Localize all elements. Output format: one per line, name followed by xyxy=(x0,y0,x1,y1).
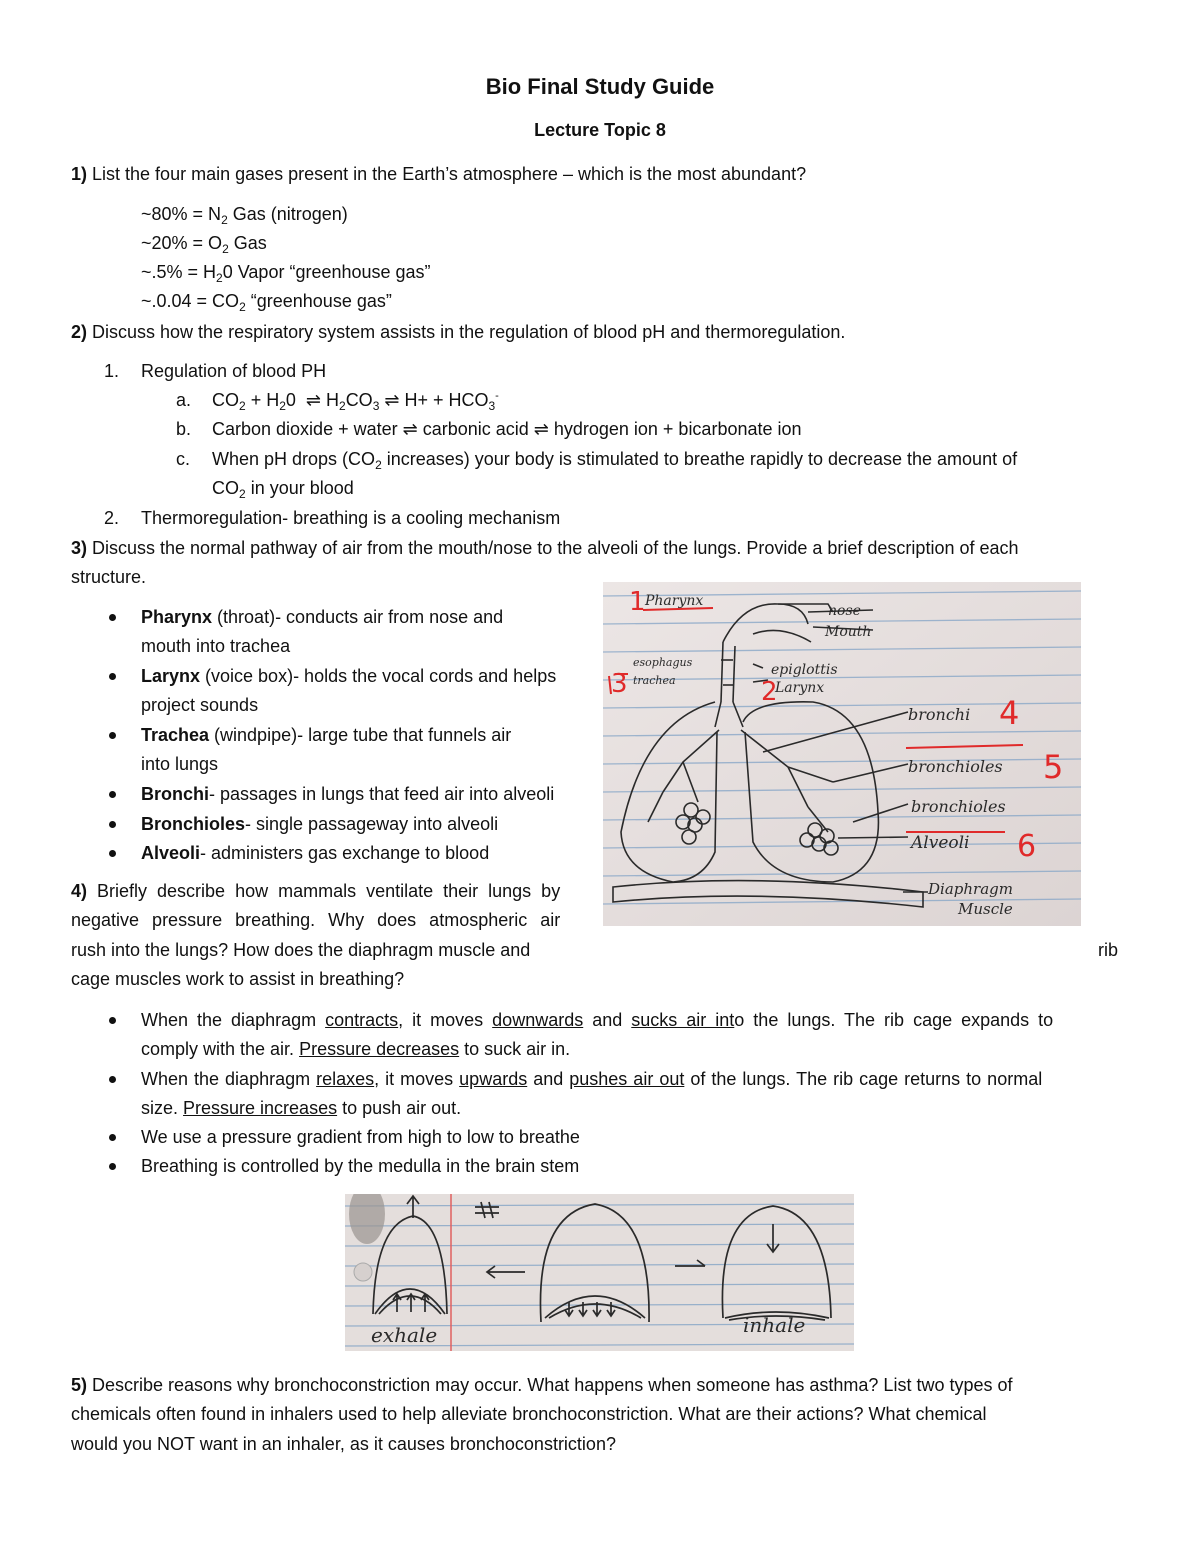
equation-words: Carbon dioxide + water ⇌ carbonic acid ⇌ hydrogen ion + bicarbonate ion xyxy=(212,419,802,439)
term-bronchioles: Bronchioles- single passageway into alveoli xyxy=(141,814,499,834)
bullet xyxy=(109,1017,116,1024)
list-letter: c. xyxy=(176,449,191,469)
list-number: 1. xyxy=(104,361,120,381)
list-number: 2. xyxy=(104,508,120,528)
bullet xyxy=(109,1134,116,1141)
page-subtitle: Lecture Topic 8 xyxy=(534,120,666,140)
page-title: Bio Final Study Guide xyxy=(485,74,715,99)
number-2: 2 xyxy=(761,677,778,707)
number-3: 3 xyxy=(611,669,628,699)
bullet xyxy=(109,1076,116,1083)
number-1: 1 xyxy=(629,587,646,617)
term-pharynx-cont: mouth into trachea xyxy=(141,636,291,656)
bullet xyxy=(109,1163,116,1170)
label-esophagus: esophagus xyxy=(633,656,693,669)
bullet xyxy=(109,673,116,680)
term-trachea: Trachea (windpipe)- large tube that funnels air xyxy=(141,725,512,745)
ph-drop-text: When pH drops ($CO_2$ increases) your body is stimulated to breathe rapidly to decrease the amount of xyxy=(212,449,1018,472)
term-bronchi: Bronchi- passages in lungs that feed air into alveoli xyxy=(141,784,555,804)
number-6: 6 xyxy=(1017,829,1037,864)
diaphragm-relaxes: When the diaphragm relaxes, it moves upwards and pushes air out of the lungs. The rib cage returns to normal xyxy=(141,1069,1043,1089)
label-muscle: Muscle xyxy=(958,900,1013,918)
label-bronchi: bronchi xyxy=(908,705,971,724)
label-diaphragm: Diaphragm xyxy=(928,880,1013,898)
term-pharynx: Pharynx (throat)- conducts air from nose and xyxy=(141,607,504,627)
label-mouth: Mouth xyxy=(825,624,872,640)
list-letter: b. xyxy=(176,419,192,439)
list-letter: a. xyxy=(176,390,192,410)
label-exhale: exhale xyxy=(371,1323,438,1347)
term-trachea-cont: into lungs xyxy=(141,754,219,774)
bullet xyxy=(109,791,116,798)
gas-oxygen: ~20% = $O_2$ Gas xyxy=(141,233,267,256)
medulla-control: Breathing is controlled by the medulla in the brain stem xyxy=(141,1156,580,1176)
gas-carbon-dioxide: ~.0.04 = $CO_2$ “greenhouse gas” xyxy=(141,291,392,314)
number-4: 4 xyxy=(999,694,1020,732)
list-item-blood-ph: Regulation of blood PH xyxy=(141,361,327,381)
term-alveoli: Alveoli- administers gas exchange to blood xyxy=(141,843,490,863)
bullet xyxy=(109,732,116,739)
ph-drop-text-cont: $CO_2$ in your blood xyxy=(212,478,354,501)
question-4: 4) Briefly describe how mammals ventilate their lungs by xyxy=(71,881,561,901)
label-alveoli: Alveoli xyxy=(911,833,970,853)
bullet xyxy=(109,821,116,828)
bullet xyxy=(109,850,116,857)
question-4-line-2: negative pressure breathing. Why does atmospheric air xyxy=(71,910,561,930)
question-2: 2) Discuss how the respiratory system assists in the regulation of blood pH and thermoregulation. xyxy=(71,322,846,342)
label-trachea: trachea xyxy=(633,674,676,687)
question-1: 1) List the four main gases present in the Earth’s atmosphere – which is the most abundant? xyxy=(71,164,807,184)
number-5: 5 xyxy=(1043,748,1064,786)
lung-diagram-photo xyxy=(603,582,1081,926)
question-4-line-3: rush into the lungs? How does the diaphragm muscle and xyxy=(71,940,531,960)
question-3-cont: structure. xyxy=(71,567,147,587)
bullet xyxy=(109,614,116,621)
label-bronchioles-2: bronchioles xyxy=(911,797,1006,816)
breathing-diagram-photo xyxy=(345,1194,854,1351)
question-3: 3) Discuss the normal pathway of air from the mouth/nose to the alveoli of the lungs. Provide a brief description of each xyxy=(71,538,1019,558)
label-pharynx: Pharynx xyxy=(645,593,704,609)
question-5-line-3: would you NOT want in an inhaler, as it causes bronchoconstriction? xyxy=(71,1434,616,1454)
term-larynx-cont: project sounds xyxy=(141,695,259,715)
question-4-line-4: cage muscles work to assist in breathing? xyxy=(71,969,405,989)
question-5-line-2: chemicals often found in inhalers used to help alleviate bronchoconstriction. What are their actions? What chemical xyxy=(71,1404,987,1424)
question-5: 5) Describe reasons why bronchoconstriction may occur. What happens when someone has asthma? List two types of xyxy=(71,1375,1013,1395)
label-inhale: inhale xyxy=(743,1313,806,1337)
diaphragm-relaxes-cont: size. Pressure increases to push air out. xyxy=(141,1098,462,1118)
diaphragm-contracts-cont: comply with the air. Pressure decreases to suck air in. xyxy=(141,1039,571,1059)
label-bronchioles-1: bronchioles xyxy=(908,757,1003,776)
diaphragm-contracts: When the diaphragm contracts, it moves downwards and sucks air into the lungs. The rib cage expands to xyxy=(141,1010,1054,1030)
term-larynx: Larynx (voice box)- holds the vocal cords and helps xyxy=(141,666,557,686)
question-4-line-3-end: rib xyxy=(1098,940,1119,960)
list-item-thermoregulation: Thermoregulation- breathing is a cooling mechanism xyxy=(141,508,561,528)
label-epiglottis: epiglottis xyxy=(771,662,838,678)
pressure-gradient: We use a pressure gradient from high to low to breathe xyxy=(141,1127,580,1147)
label-nose: nose xyxy=(828,603,861,619)
gas-water-vapor: ~.5% = $H_20$ Vapor “greenhouse gas” xyxy=(141,262,431,285)
label-larynx: Larynx xyxy=(775,680,825,696)
gas-nitrogen: ~80% = $N_2$ Gas (nitrogen) xyxy=(141,204,348,227)
chemical-equation: $CO_2 + H_20$ ⇌ $H_2CO_3$ ⇌ $H+ + HCO_3^-$ xyxy=(212,390,499,413)
